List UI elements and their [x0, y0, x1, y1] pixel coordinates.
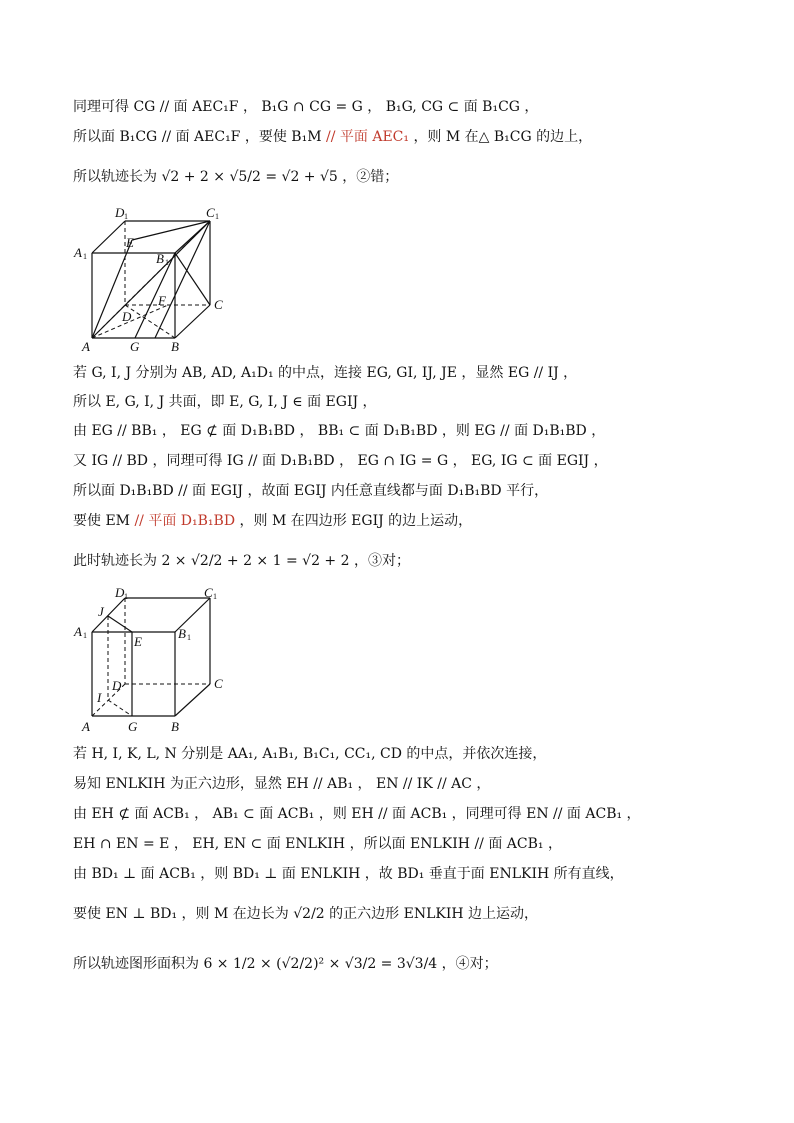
fig2-label-C1: C — [204, 585, 213, 600]
text-line-2-part-b: ，则 M 在△ B₁CG 的边上， — [413, 129, 593, 145]
fig2-label-E: E — [134, 634, 142, 649]
text-line-9-part-a: 要使 EM — [73, 513, 131, 529]
text-line-13: 由 EH ⊄ 面 ACB₁ ， AB₁ ⊂ 面 ACB₁ ，则 EH // 面 ACB₁ ，同理可得 EN // 面 ACB₁ ， — [73, 806, 641, 822]
fig2-label-D: D — [112, 678, 122, 693]
text-line-6: 由 EG // BB₁ ， EG ⊄ 面 D₁B₁BD ， BB₁ ⊂ 面 D₁B₁BD ，则 EG // 面 D₁B₁BD ， — [73, 423, 606, 439]
fig2-sub-D1: 1 — [124, 592, 128, 601]
text-line-17: 所以轨迹图形面积为 6 × 1/2 × (√2/2)² × √3/2 = 3√3/4 ，④对； — [73, 956, 498, 972]
fig1-label-C: C — [214, 297, 223, 312]
fig1-sub-B1: 1 — [165, 258, 169, 267]
text-line-11: 若 H, I, K, L, N 分别是 AA₁, A₁B₁, B₁C₁, CC₁, CD 的中点，并依次连接， — [73, 746, 547, 762]
cube-figure-2 — [70, 585, 240, 738]
text-line-5: 所以 E, G, I, J 共面，即 E, G, I, J ∈ 面 EGIJ ， — [73, 394, 377, 410]
fig2-label-D1: D — [115, 585, 125, 600]
fig1-label-G: G — [130, 339, 140, 354]
fig1-sub-C1: 1 — [215, 212, 219, 221]
text-line-15: 由 BD₁ ⊥ 面 ACB₁ ，则 BD₁ ⊥ 面 ENLKIH ，故 BD₁ 垂直于面 ENLKIH 所有直线， — [73, 866, 624, 882]
cube-figure-1 — [70, 205, 240, 355]
text-line-9-part-b: ，则 M 在四边形 EGIJ 的边上运动， — [239, 513, 473, 529]
fig2-label-I: I — [97, 690, 102, 705]
fig1-label-D1: D — [115, 205, 125, 220]
text-line-3: 所以轨迹长为 √2 + 2 × √5/2 = √2 + √5 ，②错； — [73, 169, 399, 185]
fig1-label-B: B — [171, 339, 179, 354]
fig2-label-B1: B — [178, 626, 186, 641]
fig2-sub-C1: 1 — [213, 592, 217, 601]
fig2-label-A1: A — [74, 624, 82, 639]
fig2-label-J: J — [98, 604, 104, 619]
fig1-label-A1: A — [74, 245, 82, 260]
text-line-14: EH ∩ EN = E ， EH, EN ⊂ 面 ENLKIH ，所以面 ENLKIH // 面 ACB₁ ， — [73, 836, 562, 852]
fig1-label-F: F — [158, 293, 166, 308]
text-line-2 — [73, 128, 592, 146]
fig1-label-C1: C — [206, 205, 215, 220]
text-line-1: 同理可得 CG // 面 AEC₁F ， B₁G ∩ CG = G ， B₁G, CG ⊂ 面 B₁CG ， — [73, 99, 539, 115]
fig2-label-G: G — [128, 719, 138, 734]
fig2-sub-B1: 1 — [187, 633, 191, 642]
fig1-sub-A1: 1 — [83, 252, 87, 261]
text-line-16: 要使 EN ⊥ BD₁ ，则 M 在边长为 √2/2 的正六边形 ENLKIH 边上运动， — [73, 906, 539, 922]
fig2-label-B: B — [171, 719, 179, 734]
text-line-7: 又 IG // BD ，同理可得 IG // 面 D₁B₁BD ， EG ∩ IG = G ， EG, IG ⊂ 面 EGIJ ， — [73, 453, 608, 469]
fig2-sub-A1: 1 — [83, 631, 87, 640]
text-line-9 — [73, 512, 472, 530]
text-line-8: 所以面 D₁B₁BD // 面 EGIJ ，故面 EGIJ 内任意直线都与面 D₁B₁BD 平行， — [73, 483, 549, 499]
text-line-12: 易知 ENLKIH 为正六边形，显然 EH // AB₁ ， EN // IK // AC ， — [73, 776, 491, 792]
fig1-label-E: E — [126, 235, 134, 250]
fig1-label-B1: B — [156, 251, 164, 266]
fig1-sub-D1: 1 — [124, 212, 128, 221]
text-line-2-part-a: 所以面 B₁CG // 面 AEC₁F ，要使 B₁M — [73, 129, 322, 145]
text-line-10: 此时轨迹长为 2 × √2/2 + 2 × 1 = √2 + 2 ，③对； — [73, 553, 410, 569]
text-line-2-red: // 平面 AEC₁ — [321, 129, 414, 145]
fig1-label-A: A — [82, 339, 90, 354]
fig2-label-A: A — [82, 719, 90, 734]
fig2-label-C: C — [214, 676, 223, 691]
text-line-9-red: // 平面 D₁B₁BD — [130, 513, 240, 529]
text-line-4: 若 G, I, J 分别为 AB, AD, A₁D₁ 的中点，连接 EG, GI, IJ, JE ，显然 EG // IJ ， — [73, 365, 578, 381]
fig1-label-D: D — [122, 309, 132, 324]
